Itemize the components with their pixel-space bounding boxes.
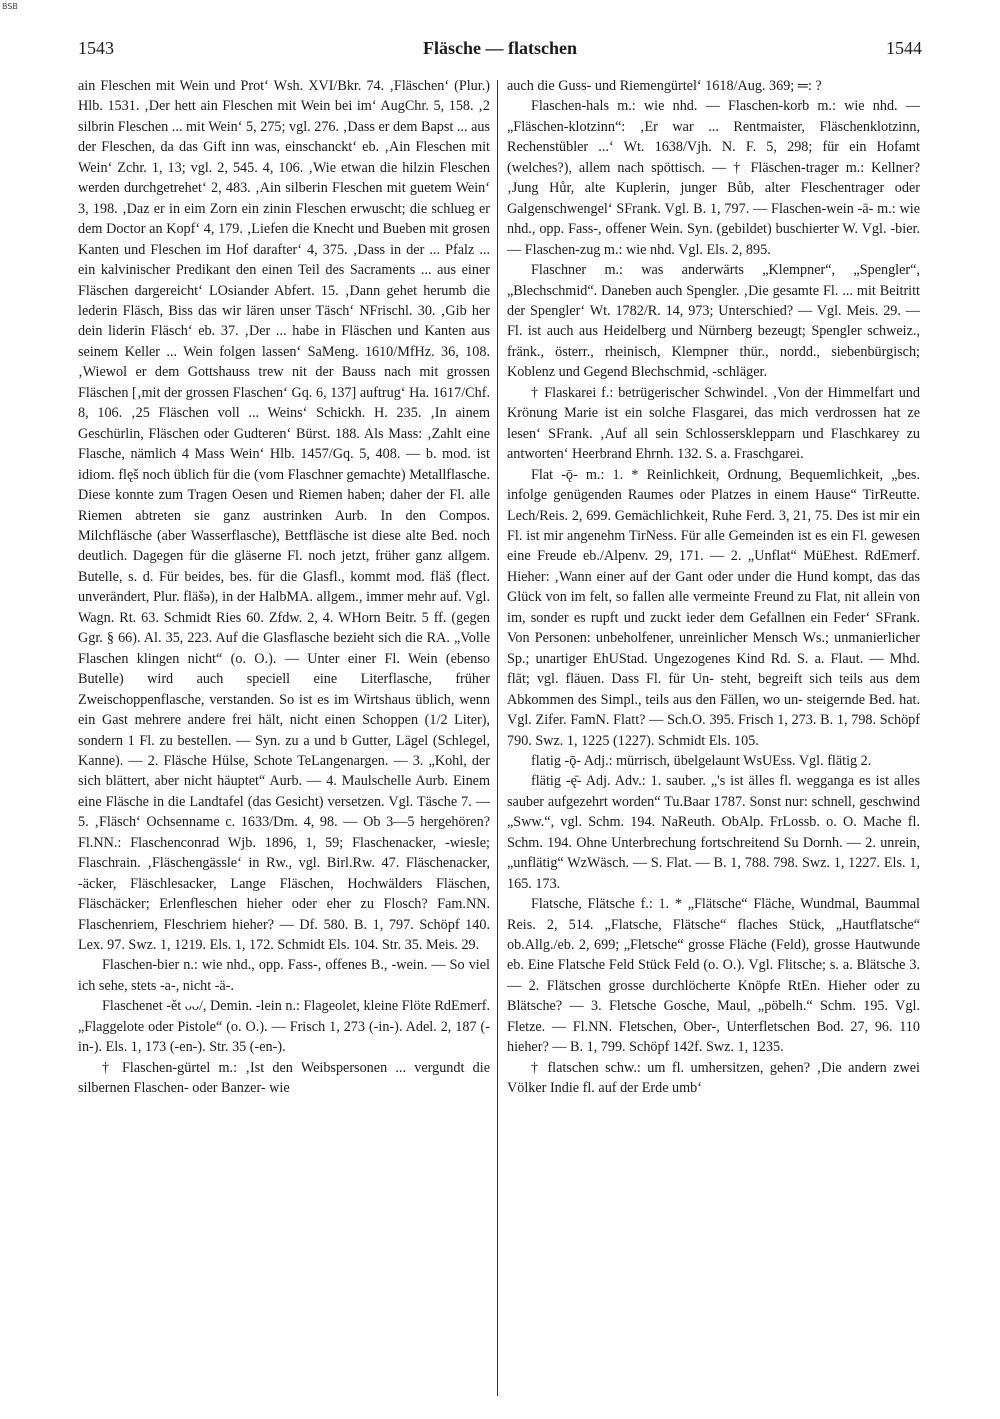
library-mark: BSB (2, 2, 18, 11)
paragraph: Flaschenet -ět ᴗᴗ/, Demin. -lein n.: Flageolet, kleine Flöte RdEmerf. „Flaggelote oder Pistole“ (o. O.). — Frisch 1, 273 (-in-). Adel. 2, 187 (-in-). Els. 1, 173 (-en-). Str. 35 (-en-). (78, 998, 490, 1056)
paragraph: Flat -ǭ- m.: 1. * Reinlichkeit, Ordnung, Bequemlichkeit, „bes. infolge genügenden Raumes oder Platzes in einem Hause“ TirReutte. Lech/Reis. 2, 699. Gemächlichkeit, Ruhe Ferd. 3, 21, 75. Des ist mir ein Fl. ist mir angenehm TirNess. Für alle Gemeinden ist es ein Fl. gewesen eine Freude eb./Alpenv. 29, 171. — 2. „Unflat“ MüEhest. RdEmerf. Hieher: ‚Wann einer auf der Gant oder under die Hund kompt, das das Glück von im felt, so fallen alle vermeinte Freund zu Flat, nit allein von im, sonder es rupft und zuckt ieder dem Gefallnen ein Feder‘ SFrank. Von Personen: unbeholfener, unreinlicher Mensch Ws.; unmanierlicher Sp.; unartiger EhUStad. Ungezogenes Kind Rd. S. a. Flaut. — Mhd. flāt; vgl. fläuen. Dass Fl. für Un- steht, begreift sich teils aus dem Abkommen des Simpl., teils aus den Fällen, wo un- steigernde Bed. hat. Vgl. Zifer. FamN. Flatt? — Sch.O. 395. Frisch 1, 273. B. 1, 798. Schöpf 790. Swz. 1, 1225 (1227). Schmidt Els. 105. (507, 466, 920, 749)
paragraph: † Flaskarei f.: betrügerischer Schwindel. ‚Von der Himmelfart und Krönung Marie ist ein solche Flasgarei, das mich verdrossen hat ze lesen‘ SFrank. ‚Auf all sein Schlossersklepparn und Flaschkarey zu antworten‘ Heerbrand Ehrnh. 132. S. a. Fraschgarei. (507, 384, 920, 463)
page-header (78, 38, 922, 62)
paragraph: Flaschen-bier n.: wie nhd., opp. Fass-, offenes B., -wein. — So viel ich sehe, stets -a-, nicht -ä-. (78, 957, 490, 994)
paragraph: flatig -ǭ- Adj.: mürrisch, übelgelaunt WsUEss. Vgl. flätig 2. (531, 752, 872, 769)
page-number-left: 1543 (78, 38, 114, 58)
paragraph: Flaschner m.: was anderwärts „Klempner“, „Spengler“, „Blechschmid“. Daneben auch Spengler. ‚Die gesamte Fl. ... mit Beitritt der Spengler‘ Wt. 1782/R. 14, 973; Unterschied? — Vgl. Meis. 29. — Fl. ist auch aus Heidelberg und Nürnberg bezeugt; Spengler schweiz., fränk., österr., rheinisch, Klempner thür., nordd., siebenbürgisch; Koblenz und Gegend Blechschmid, -schläger. (507, 262, 920, 381)
paragraph: † flatschen schw.: um fl. umhersitzen, gehen? ‚Die andern zwei Völker Indie fl. auf der Erde umb‘ (507, 1059, 920, 1097)
right-column (507, 76, 920, 1398)
column-divider (497, 80, 498, 1396)
page-number-right: 1544 (885, 38, 922, 58)
paragraph: Flaschen-hals m.: wie nhd. — Flaschen-korb m.: wie nhd. — „Fläschen-klotzinn“: ‚Er war ... Rentmaister, Fläschenklotzinn, Rechenstübler ...‘ Wt. 1638/Vjh. N. F. 5, 298; für ein Hofamt (welches?), allem nach spöttisch. — † Fläschen-trager m.: Kellner? ‚Jung Hůr, alte Kuplerin, junger Bůb, alter Fleschentrager oder Galgenschwengel‘ SFrank. Vgl. B. 1, 797. — Flaschen-wein -ā- m.: wie nhd., opp. Fass-, offener Wein. Syn. (gebildet) buschierter W. Vgl. -bier. — Flaschen-zug m.: wie nhd. Vgl. Els. 2, 895. (507, 98, 920, 258)
left-column (78, 76, 490, 1398)
page-title: Fläsche — flatschen (423, 38, 577, 58)
paragraph: ain Fleschen mit Wein und Prot‘ Wsh. XVI/Bkr. 74. ‚Fläschen‘ (Plur.) Hlb. 1531. ‚Der hett ain Fleschen mit Wein bei im‘ AugChr. 5, 158. ‚2 silbrin Fleschen ... mit Wein‘ 5, 275; vgl. 276. ‚Dass er dem Bapst ... aus der Fleschen, da das Gift inn was, einschanckt‘ eb. ‚Ain Fleschen mit Wein‘ Zchr. 1, 13; vgl. 2, 545. 4, 106. ‚Wie etwan die hilzin Fleschen werden durchgetrehet‘ 2, 483. ‚Ain silberin Fleschen mit guetem Wein‘ 3, 198. ‚Daz er in eim Zorn ein zinin Fleschen erwuscht; die schlueg er dem Doctor an Kopf‘ 4, 179. ‚Liefen die Knecht und Bueben mit grosen Kanten und Fleschen im Hof darafter‘ 4, 375. ‚Dass in der ... Pfalz ... ein kalvinischer Predikant den einen Teil des Sacraments ... aus einer Fläschen dargereicht‘ LOsiander Abfert. 15. ‚Dann gehet herumb die lederin Fläsch, Biss das wir lären unser Täsch‘ NFrischl. 30. ‚Gib her dein liderin Fläsch‘ eb. 37. ‚Der ... habe in Fläschen und Kanten aus seinem Keller ... Wein folgen lassen‘ SaMeng. 1610/MfHz. 36, 108. ‚Wiewol er dem Gottshauss trew nit der Bauss nach mit grossen Fläschen [‚mit der grossen Flaschen‘ Gq. 6, 137] auftrug‘ Ha. 1617/Chf. 8, 106. ‚25 Fläschen voll ... Weins‘ Schickh. H. 235. ‚In ainem Geschürlin, Fläschen oder Gudteren‘ Bürst. 188. Als Mass: ‚Zahlt eine Flasche, nämlich 4 Mass Wein‘ Hlb. 1457/Gq. 5, 408. — b. mod. ist idiom. flęš noch üblich für die (vom Flaschner gemachte) Metallflasche. Diese konnte zum Tragen Oesen und Riemen haben; daher der Fl. alle Riemen abtreten sie ganz austrinken Aurb. In den Compos. Milchfläsche (aber Wasserflasche), Bettfläsche ist diese alte Bed. noch deutlich. Dagegen für die gläserne Fl. noch jetzt, früher ganz allgem. Butelle, s. d. Für beides, bes. für die Glasfl., kommt mod. fläš (flect. unverändert, Plur. fläšə), in der HalbMA. allgem., immer mehr auf. Vgl. Wagn. Rt. 63. Schmidt Ries 60. Zfdw. 2, 4. WHorn Beitr. 5 ff. (gegen Ggr. § 66). Al. 35, 223. Auf die Glasflasche bezieht sich die RA. „Volle Flaschen klingen nicht“ (o. O.). — Unter einer Fl. Wein (ebenso Butelle) wird auch speciell eine Literflasche, früher Zweischoppenflasche, verstanden. So ist es im Wirtshaus üblich, wenn ein Gast mehrere andere frei hält, nicht einen Schoppen (1/2 Liter), sondern 1 Fl. zu bestellen. — Syn. zu a und b Gutter, Lägel (Schlegel, Kanne). — 2. Fläsche Hülse, Schote TeLangenargen. — 3. „Kohl, der sich blättert, aber nicht häuptet“ Aurb. — 4. Maulschelle Aurb. Einem eine Fläsche in die Landtafel (das Gesicht) versetzen. Vgl. Täsche 7. — 5. ‚Fläsch‘ Ochsenname c. 1633/Dm. 4, 98. — Ob 3—5 hergehören? Fl.NN.: Flaschenconrad Wjb. 1896, 1, 59; Flaschenacker, -wiesle; Flaschrain. ‚Fläschengässle‘ in Rw., vgl. Birl.Rw. 47. Fläschenacker, -äcker, Fläschlesacker, Lange Fläschen, Hochwälders Fläschen, Fläschäcker; Erlenfleschen hieher oder eher zu Flosch? Fam.NN. Flaschenriem, Fleschriem hieher? — Df. 580. B. 1, 797. Schöpf 140. Lex. 97. Swz. 1, 1219. Els. 1, 172. Schmidt Els. 104. Str. 35. Meis. 29. (78, 78, 490, 954)
paragraph: Flatsche, Flätsche f.: 1. * „Flätsche“ Fläche, Wundmal, Baummal Reis. 2, 514. „Flatsche, Flätsche“ flaches Stück, „Hautflatsche“ ob.Allg./eb. 2, 699; „Fletsche“ grosse Fläche (Feld), grosse Hautwunde eb. Eine Flatsche Feld Stück Feld (o. O.). Vgl. Flitsche; s. a. Blätsche 3. — 2. Flätschen grosse durchlöcherte Knöpfe RtEn. Hieher oder zu Blätsche? — 3. Fletsche Gosche, Maul, „pöbelh.“ Schm. 195. Vgl. Fletze. — Fl.NN. Fletschen, Ober-, Unterfletschen Bod. 27, 96. 110 hieher? — B. 1, 799. Schöpf 142f. Swz. 1, 1235. (507, 896, 920, 1056)
paragraph: † Flaschen-gürtel m.: ‚Ist den Weibspersonen ... vergundt die silbernen Flaschen- oder Banzer- wie (78, 1059, 490, 1097)
paragraph: auch die Guss- und Riemengürtel‘ 1618/Aug. 369; ═: ? (507, 78, 822, 94)
paragraph: flätig -ę̄- Adj. Adv.: 1. sauber. „'s ist älles fl. wegganga es ist alles sauber aufgezehrt worden“ Tu.Baar 1787. Sonst nur: schnell, geschwind „Sww.“, vgl. Schm. 194. NaReuth. ObAlp. FrLossb. o. O. Mache fl. Schm. 194. Ohne Unterbrechung fortschreitend Su Dornh. — 2. unrein, „unflätig“ WzWäsch. — S. Flat. — B. 1, 788. 798. Swz. 1, 1227. Els. 1, 165. 173. (507, 773, 920, 892)
